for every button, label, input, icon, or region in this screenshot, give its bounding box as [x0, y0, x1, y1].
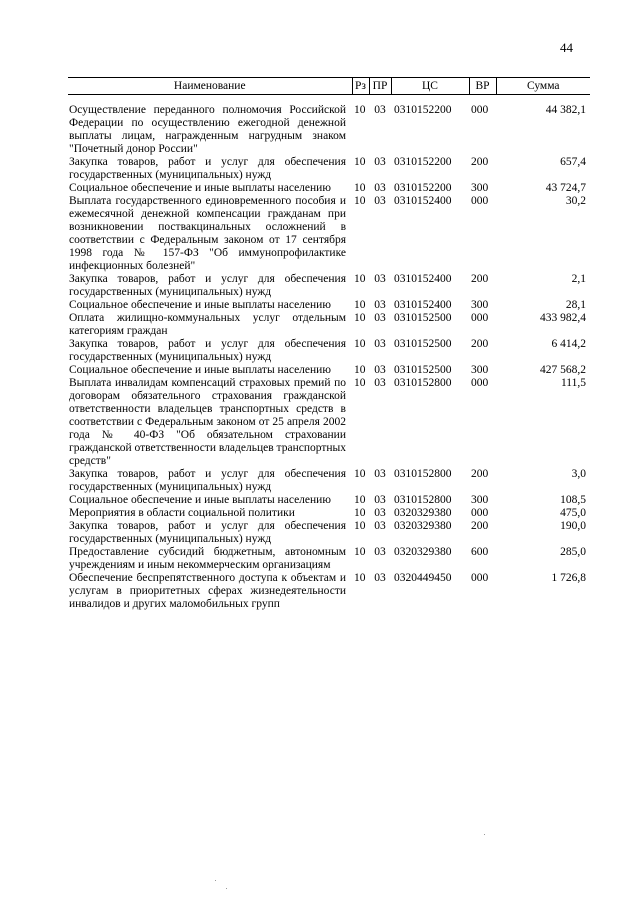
cell-pr: 03 — [374, 520, 386, 532]
table-row — [68, 182, 590, 195]
cell-name: Мероприятия в области социальной политики — [69, 507, 295, 519]
budget-table — [68, 77, 590, 611]
cell-rz: 10 — [354, 520, 366, 532]
table-row — [68, 95, 590, 157]
cell-vr: 200 — [471, 273, 489, 285]
cell-rz: 10 — [354, 156, 366, 168]
cell-sum: 111,5 — [560, 377, 586, 389]
cell-vr: 000 — [471, 195, 489, 207]
cell-cs: 0310152800 — [394, 377, 452, 389]
cell-vr: 600 — [471, 546, 489, 558]
cell-name: Социальное обеспечение и иные выплаты населению — [69, 299, 331, 311]
cell-vr: 200 — [471, 156, 489, 168]
cell-pr: 03 — [374, 546, 386, 558]
page-number: 44 — [560, 40, 573, 55]
cell-vr: 300 — [471, 494, 489, 506]
cell-sum: 108,5 — [560, 494, 586, 506]
cell-vr: 300 — [471, 182, 489, 194]
table-row — [68, 520, 590, 546]
cell-vr: 000 — [471, 572, 489, 584]
cell-pr: 03 — [374, 195, 386, 207]
header-name: Наименование — [68, 78, 352, 95]
cell-vr: 300 — [471, 299, 489, 311]
table-header-row — [68, 78, 590, 95]
cell-pr: 03 — [374, 104, 386, 116]
cell-sum: 28,1 — [565, 299, 586, 311]
cell-rz: 10 — [354, 104, 366, 116]
cell-sum: 657,4 — [560, 156, 586, 168]
cell-name: Закупка товаров, работ и услуг для обеспечения государственных (муниципальных) нужд — [69, 273, 346, 298]
cell-sum: 427 568,2 — [540, 364, 586, 376]
cell-pr: 03 — [374, 507, 386, 519]
table-row — [68, 377, 590, 468]
cell-vr: 200 — [471, 520, 489, 532]
cell-cs: 0310152400 — [394, 273, 452, 285]
cell-name: Предоставление субсидий бюджетным, автономным учреждениям и иным некоммерческим организациям — [69, 546, 346, 571]
header-vr: ВР — [469, 78, 496, 95]
cell-sum: 43 724,7 — [545, 182, 586, 194]
cell-name: Закупка товаров, работ и услуг для обеспечения государственных (муниципальных) нужд — [69, 468, 346, 493]
cell-name: Выплата инвалидам компенсаций страховых премий по договорам обязательного страхования гражданской ответственности владельцев транспортных средств в соответствии с Федеральным законом от 25 апреля 2002 года № 40-ФЗ "Об обязательном страховании гражданской ответственности владельцев транспортных средств" — [69, 377, 346, 467]
table-row — [68, 312, 590, 338]
cell-name: Закупка товаров, работ и услуг для обеспечения государственных (муниципальных) нужд — [69, 156, 346, 181]
cell-pr: 03 — [374, 299, 386, 311]
cell-sum: 433 982,4 — [540, 312, 586, 324]
cell-vr: 000 — [471, 104, 489, 116]
header-rz: Рз — [352, 78, 369, 95]
scan-speck — [484, 834, 485, 835]
cell-pr: 03 — [374, 182, 386, 194]
cell-vr: 000 — [471, 507, 489, 519]
cell-name: Обеспечение беспрепятственного доступа к объектам и услугам в приоритетных сферах жизнедеятельности инвалидов и других маломобильных групп — [69, 572, 346, 610]
table-row — [68, 195, 590, 273]
table-row — [68, 299, 590, 312]
cell-vr: 300 — [471, 364, 489, 376]
cell-sum: 285,0 — [560, 546, 586, 558]
cell-vr: 200 — [471, 468, 489, 480]
cell-pr: 03 — [374, 494, 386, 506]
cell-rz: 10 — [354, 338, 366, 350]
cell-vr: 000 — [471, 312, 489, 324]
table-row — [68, 507, 590, 520]
cell-cs: 0310152200 — [394, 182, 452, 194]
cell-vr: 200 — [471, 338, 489, 350]
table-row — [68, 468, 590, 494]
cell-sum: 3,0 — [571, 468, 586, 480]
cell-cs: 0310152400 — [394, 299, 452, 311]
cell-sum: 1 726,8 — [551, 572, 586, 584]
cell-cs: 0310152500 — [394, 312, 452, 324]
cell-cs: 0320449450 — [394, 572, 452, 584]
table-row — [68, 156, 590, 182]
cell-sum: 475,0 — [560, 507, 586, 519]
cell-cs: 0310152800 — [394, 494, 452, 506]
cell-name: Выплата государственного единовременного пособия и ежемесячной денежной компенсации гражданам при возникновении поствакцинальных осложнений в соответствии с Федеральным законом от 17 сентября 1998 года № 157-ФЗ "Об иммунопрофилактике инфекционных болезней" — [69, 195, 346, 272]
cell-rz: 10 — [354, 572, 366, 584]
cell-rz: 10 — [354, 507, 366, 519]
table-row — [68, 364, 590, 377]
cell-cs: 0320329380 — [394, 507, 452, 519]
cell-sum: 6 414,2 — [551, 338, 586, 350]
cell-name: Закупка товаров, работ и услуг для обеспечения государственных (муниципальных) нужд — [69, 338, 346, 363]
cell-name: Социальное обеспечение и иные выплаты населению — [69, 182, 331, 194]
scan-speck — [215, 880, 216, 881]
header-sum: Сумма — [496, 78, 590, 95]
cell-pr: 03 — [374, 572, 386, 584]
cell-pr: 03 — [374, 312, 386, 324]
cell-cs: 0310152200 — [394, 104, 452, 116]
table-body — [68, 95, 590, 612]
cell-rz: 10 — [354, 182, 366, 194]
cell-vr: 000 — [471, 377, 489, 389]
header-cs: ЦС — [391, 78, 469, 95]
scan-speck — [226, 888, 227, 889]
cell-name: Осуществление переданного полномочия Российской Федерации по осуществлению ежегодной денежной выплаты лицам, награжденным нагрудным знаком "Почетный донор России" — [69, 104, 346, 155]
cell-rz: 10 — [354, 494, 366, 506]
cell-cs: 0310152800 — [394, 468, 452, 480]
cell-rz: 10 — [354, 546, 366, 558]
cell-name: Социальное обеспечение и иные выплаты населению — [69, 494, 331, 506]
cell-name: Оплата жилищно-коммунальных услуг отдельным категориям граждан — [69, 312, 346, 337]
cell-rz: 10 — [354, 273, 366, 285]
cell-pr: 03 — [374, 156, 386, 168]
cell-sum: 190,0 — [560, 520, 586, 532]
cell-cs: 0310152400 — [394, 195, 452, 207]
cell-cs: 0320329380 — [394, 546, 452, 558]
table-row — [68, 338, 590, 364]
cell-name: Закупка товаров, работ и услуг для обеспечения государственных (муниципальных) нужд — [69, 520, 346, 545]
cell-sum: 44 382,1 — [545, 104, 586, 116]
cell-rz: 10 — [354, 299, 366, 311]
cell-cs: 0310152200 — [394, 156, 452, 168]
table-row — [68, 546, 590, 572]
table-row — [68, 572, 590, 611]
cell-rz: 10 — [354, 312, 366, 324]
cell-rz: 10 — [354, 195, 366, 207]
cell-pr: 03 — [374, 338, 386, 350]
cell-cs: 0320329380 — [394, 520, 452, 532]
cell-cs: 0310152500 — [394, 364, 452, 376]
cell-rz: 10 — [354, 377, 366, 389]
cell-pr: 03 — [374, 468, 386, 480]
cell-sum: 30,2 — [565, 195, 586, 207]
cell-pr: 03 — [374, 364, 386, 376]
cell-sum: 2,1 — [571, 273, 586, 285]
cell-pr: 03 — [374, 377, 386, 389]
table-header — [68, 78, 590, 95]
cell-rz: 10 — [354, 468, 366, 480]
cell-pr: 03 — [374, 273, 386, 285]
cell-cs: 0310152500 — [394, 338, 452, 350]
header-pr: ПР — [369, 78, 391, 95]
cell-name: Социальное обеспечение и иные выплаты населению — [69, 364, 331, 376]
table-row — [68, 494, 590, 507]
table-row — [68, 273, 590, 299]
cell-rz: 10 — [354, 364, 366, 376]
